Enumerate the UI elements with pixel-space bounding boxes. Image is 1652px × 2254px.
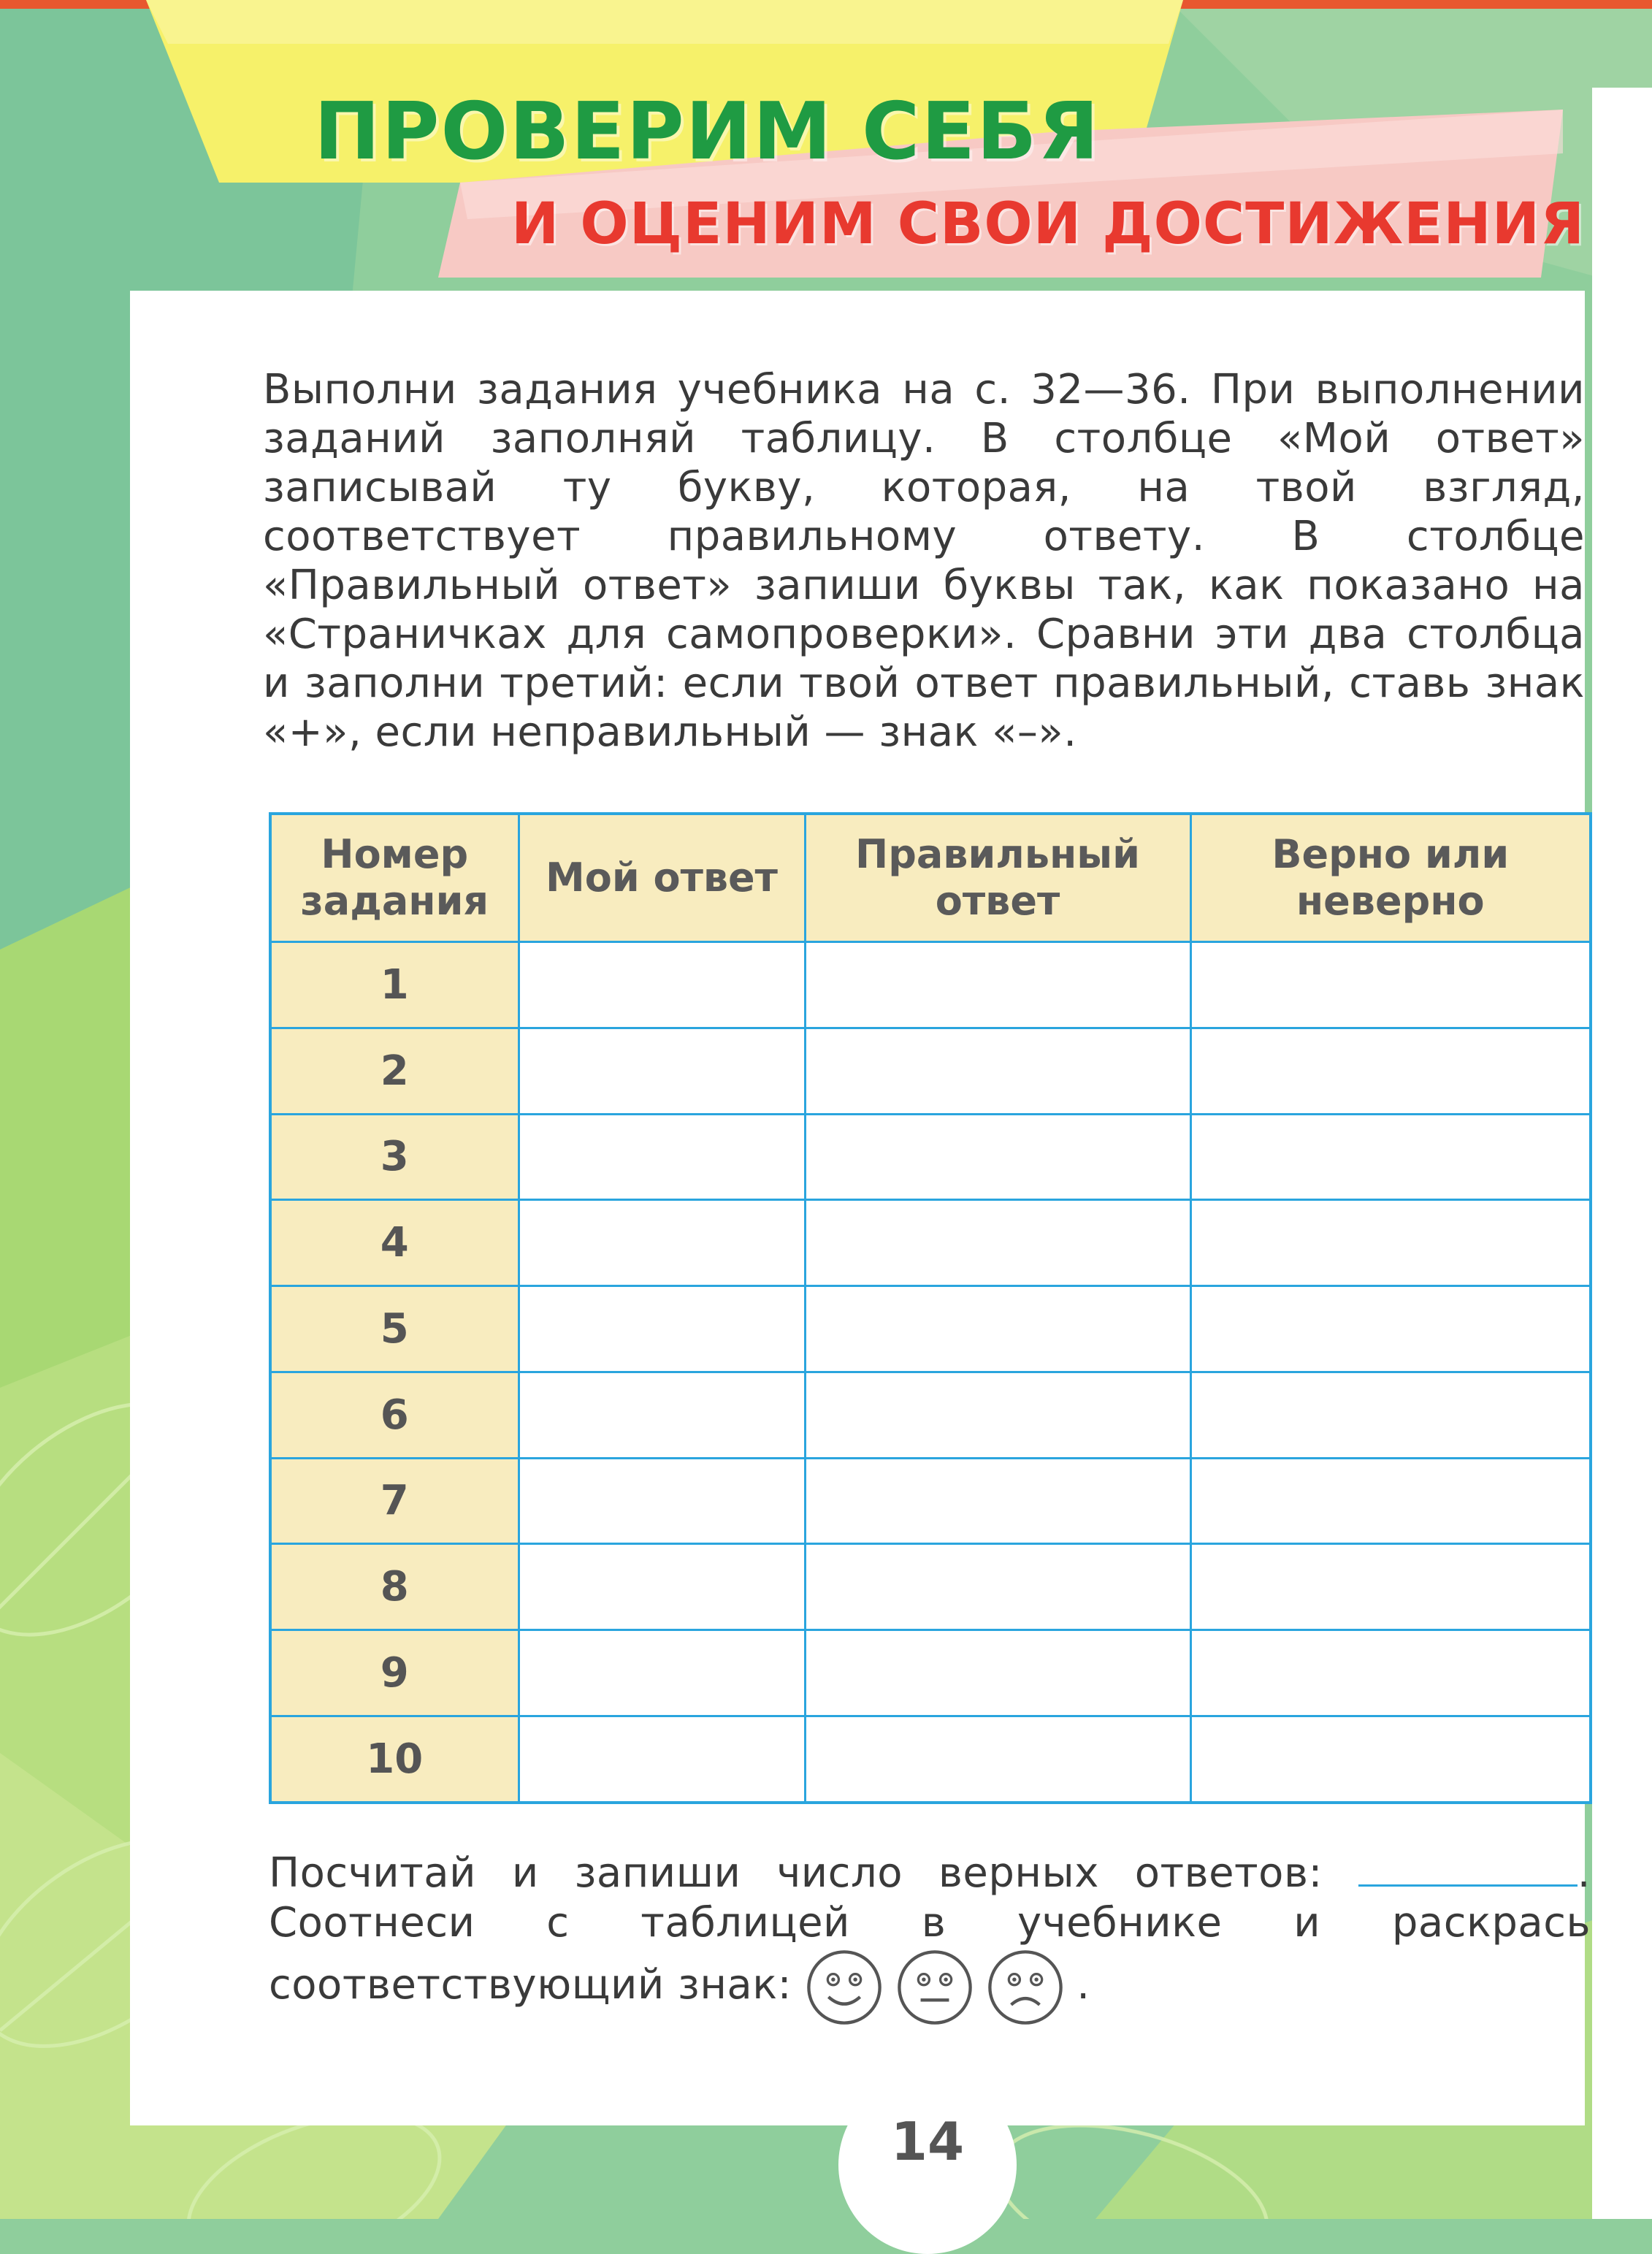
table-row xyxy=(270,1028,1591,1114)
table-row xyxy=(270,1544,1591,1630)
table-row xyxy=(270,1372,1591,1458)
page-subtitle: И ОЦЕНИМ СВОИ ДОСТИЖЕНИЯ xyxy=(511,191,1586,257)
my-answer-cell[interactable] xyxy=(519,942,805,1028)
right-or-wrong-cell[interactable] xyxy=(1190,1716,1591,1803)
table-row xyxy=(270,942,1591,1028)
my-answer-cell[interactable] xyxy=(519,1286,805,1372)
my-answer-cell[interactable] xyxy=(519,1200,805,1286)
my-answer-cell[interactable] xyxy=(519,1544,805,1630)
count-answer-line[interactable] xyxy=(1358,1848,1578,1887)
my-answer-cell[interactable] xyxy=(519,1630,805,1716)
correct-answer-cell[interactable] xyxy=(805,1544,1190,1630)
header-my-answer: Мой ответ xyxy=(519,814,805,942)
task-number-cell: 8 xyxy=(270,1544,519,1630)
task-number-cell: 7 xyxy=(270,1458,519,1544)
footer-text xyxy=(269,1848,1591,2027)
right-or-wrong-cell[interactable] xyxy=(1190,1286,1591,1372)
right-or-wrong-cell[interactable] xyxy=(1190,1630,1591,1716)
task-number-cell: 1 xyxy=(270,942,519,1028)
correct-answer-cell[interactable] xyxy=(805,942,1190,1028)
right-or-wrong-cell[interactable] xyxy=(1190,1028,1591,1114)
right-or-wrong-cell[interactable] xyxy=(1190,1114,1591,1200)
table-header-row xyxy=(270,814,1591,942)
table-row xyxy=(270,1114,1591,1200)
right-or-wrong-cell[interactable] xyxy=(1190,1458,1591,1544)
table-row xyxy=(270,1200,1591,1286)
answer-table xyxy=(269,812,1592,1804)
correct-answer-cell[interactable] xyxy=(805,1200,1190,1286)
correct-answer-cell[interactable] xyxy=(805,1372,1190,1458)
correct-answer-cell[interactable] xyxy=(805,1114,1190,1200)
instructions-text: Выполни задания учебника на с. 32—36. При выполнении заданий заполняй таблицу. В столбце «Мой ответ» записывай ту букву, которая, на твой взгляд, соответствует правильному ответу. В столбце «Правильный ответ» запиши буквы так, как показано на «Страничках для самопроверки». Сравни эти два столбца и заполни третий: если твой ответ правильный, ставь знак «+», если неправильный — знак «–». xyxy=(263,366,1585,756)
smiling-face-icon[interactable] xyxy=(805,1948,884,2027)
page-number: 14 xyxy=(890,2111,965,2172)
my-answer-cell[interactable] xyxy=(519,1458,805,1544)
right-or-wrong-cell[interactable] xyxy=(1190,1200,1591,1286)
right-or-wrong-cell[interactable] xyxy=(1190,1372,1591,1458)
correct-answer-cell[interactable] xyxy=(805,1028,1190,1114)
task-number-cell: 2 xyxy=(270,1028,519,1114)
faces-period: . xyxy=(1077,1961,1090,2009)
table-row xyxy=(270,1630,1591,1716)
my-answer-cell[interactable] xyxy=(519,1028,805,1114)
correct-answer-cell[interactable] xyxy=(805,1286,1190,1372)
relate-prompt: Соотнеси с таблицей в учебнике и раскрась соответствующий знак: xyxy=(269,1899,1591,2009)
task-number-cell: 9 xyxy=(270,1630,519,1716)
task-number-cell: 4 xyxy=(270,1200,519,1286)
my-answer-cell[interactable] xyxy=(519,1114,805,1200)
neutral-face-icon[interactable] xyxy=(895,1948,974,2027)
task-number-cell: 6 xyxy=(270,1372,519,1458)
correct-answer-cell[interactable] xyxy=(805,1458,1190,1544)
header-task-number: Номер задания xyxy=(270,814,519,942)
count-prompt: Посчитай и запиши число верных ответов: xyxy=(269,1849,1323,1897)
correct-answer-cell[interactable] xyxy=(805,1716,1190,1803)
count-end-period: . xyxy=(1577,1849,1591,1897)
correct-answer-cell[interactable] xyxy=(805,1630,1190,1716)
sad-face-icon[interactable] xyxy=(986,1948,1065,2027)
table-row xyxy=(270,1716,1591,1803)
right-or-wrong-cell[interactable] xyxy=(1190,1544,1591,1630)
task-number-cell: 5 xyxy=(270,1286,519,1372)
table-row xyxy=(270,1286,1591,1372)
table-row xyxy=(270,1458,1591,1544)
my-answer-cell[interactable] xyxy=(519,1716,805,1803)
task-number-cell: 10 xyxy=(270,1716,519,1803)
page-title: ПРОВЕРИМ СЕБЯ xyxy=(314,86,1101,177)
header-correct-answer: Правильный ответ xyxy=(805,814,1190,942)
my-answer-cell[interactable] xyxy=(519,1372,805,1458)
right-or-wrong-cell[interactable] xyxy=(1190,942,1591,1028)
task-number-cell: 3 xyxy=(270,1114,519,1200)
header-right-or-wrong: Верно или неверно xyxy=(1190,814,1591,942)
